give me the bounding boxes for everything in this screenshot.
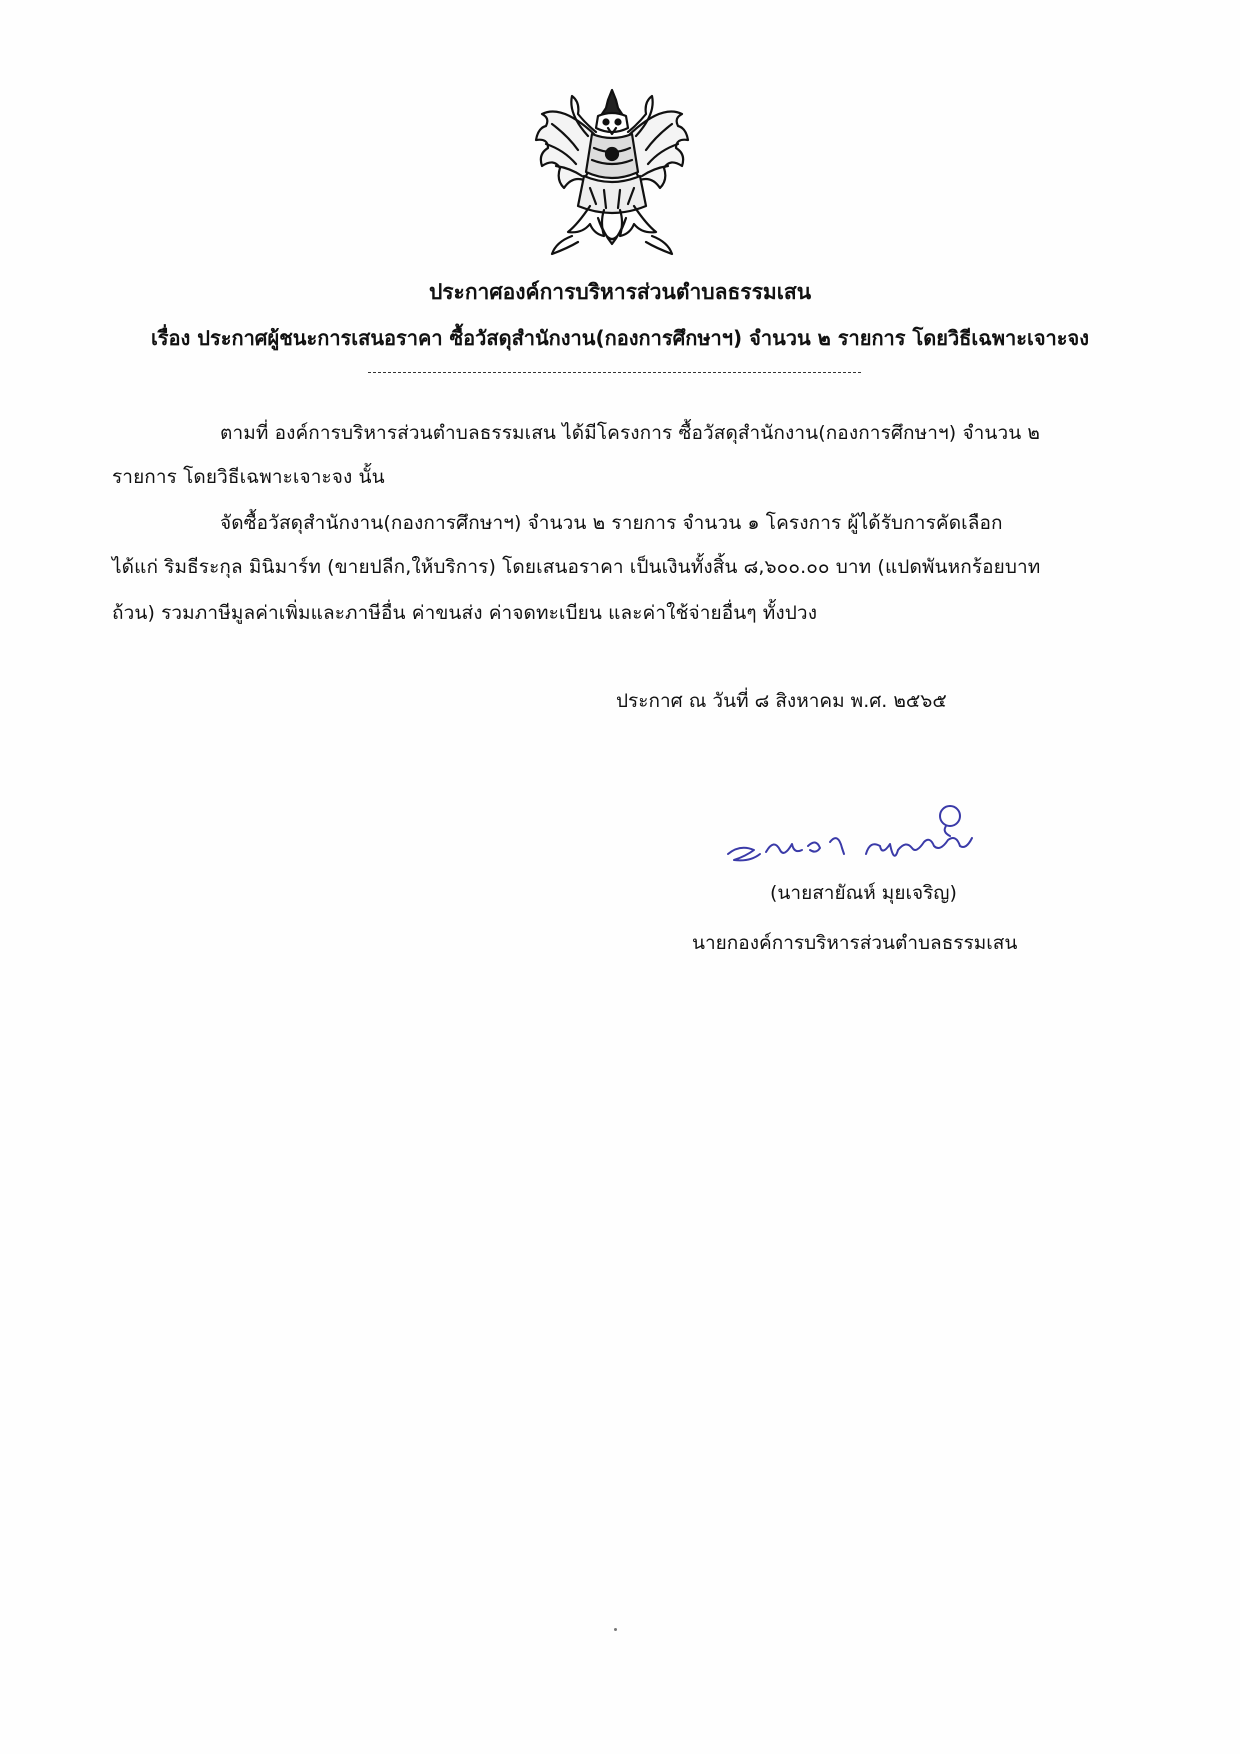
announcement-date: ประกาศ ณ วันที่ ๘ สิงหาคม พ.ศ. ๒๕๖๕ [616, 690, 947, 712]
announcement-title: ประกาศองค์การบริหารส่วนตำบลธรรมเสน [428, 280, 812, 304]
handwritten-signature [720, 788, 990, 878]
announcement-subject: เรื่อง ประกาศผู้ชนะการเสนอราคา ซื้อวัสดุสำนักงาน(กองการศึกษาฯ) จำนวน ๒ รายการ โดยวิธีเฉพาะเจาะจง [150, 326, 1090, 350]
divider [368, 372, 861, 373]
signer-name: (นายสายัณห์ มุยเจริญ) [770, 882, 957, 904]
body-paragraph-1-line-2: รายการ โดยวิธีเฉพาะเจาะจง นั้น [112, 466, 385, 488]
body-paragraph-2-line-3: ถ้วน) รวมภาษีมูลค่าเพิ่มและภาษีอื่น ค่าขนส่ง ค่าจดทะเบียน และค่าใช้จ่ายอื่นๆ ทั้งปวง [112, 602, 818, 624]
body-paragraph-1-line-1: ตามที่ องค์การบริหารส่วนตำบลธรรมเสน ได้มีโครงการ ซื้อวัสดุสำนักงาน(กองการศึกษาฯ) จำนวน ๒ [220, 422, 1041, 444]
garuda-emblem [528, 84, 696, 260]
signer-title: นายกองค์การบริหารส่วนตำบลธรรมเสน [692, 932, 1018, 954]
body-paragraph-2-line-1: จัดซื้อวัสดุสำนักงาน(กองการศึกษาฯ) จำนวน ๒ รายการ จำนวน ๑ โครงการ ผู้ได้รับการคัดเลือก [220, 512, 1003, 534]
body-paragraph-2-line-2: ได้แก่ ริมธีระกุล มินิมาร์ท (ขายปลีก,ให้บริการ) โดยเสนอราคา เป็นเงินทั้งสิ้น ๘,๖๐๐.๐๐ บาท (แปดพันหกร้อยบาท [112, 556, 1041, 578]
scan-speck [614, 1628, 617, 1631]
